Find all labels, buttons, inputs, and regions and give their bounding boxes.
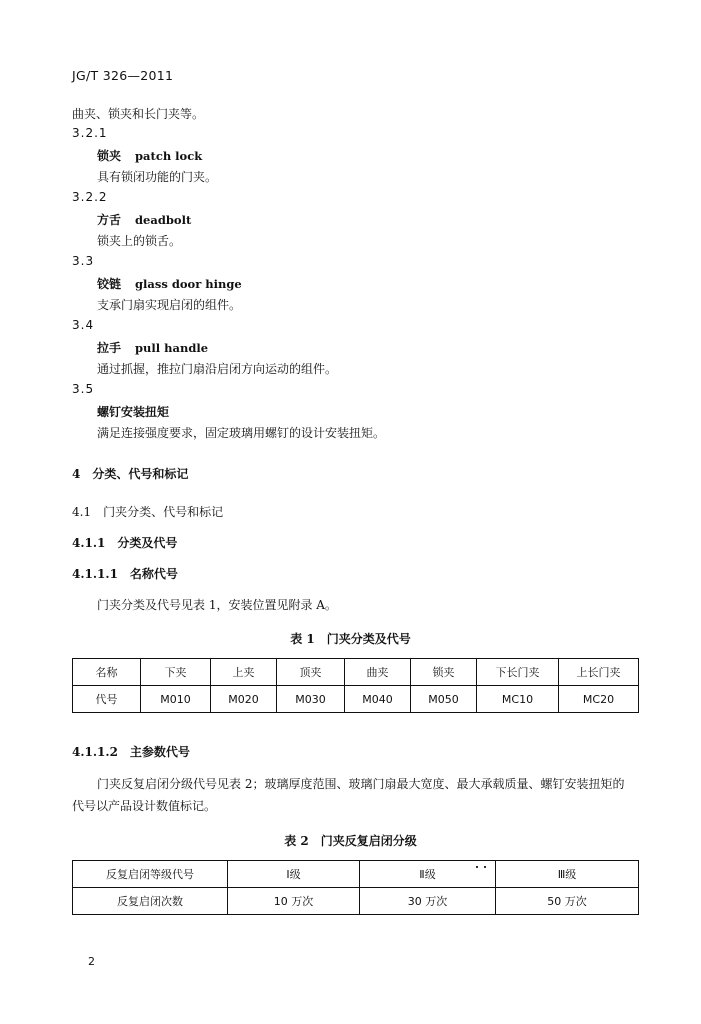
term-definition: 具有锁闭功能的门夹。 [97,170,218,184]
term-definition: 支承门扇实现启闭的组件。 [97,298,242,312]
table-cell: Ⅱ级 [360,861,496,888]
paragraph: 门夹分类及代号见表 1，安装位置见附录 A。 [97,598,337,612]
table-cell: 锁夹 [411,659,477,686]
table-cell: 上夹 [211,659,277,686]
term-en: glass door hinge [135,277,242,291]
paragraph-line: 门夹反复启闭分级代号见表 2；玻璃厚度范围、玻璃门扇最大宽度、最大承载质量、螺钉安装扭矩的 [97,777,625,791]
table-cell: 50 万次 [496,888,639,915]
cycle-grade-table [72,860,639,915]
subsection-heading: 4.1.1.2 主参数代号 [72,745,190,759]
term-zh: 方舌 [97,213,122,227]
table-cell: 反复启闭次数 [73,888,228,915]
page-number: 2 [88,955,95,968]
table-cell: 名称 [73,659,141,686]
continuation-line: 曲夹、锁夹和长门夹等。 [72,107,205,121]
term-en: deadbolt [135,213,192,227]
term-title [97,340,208,356]
table-cell: M030 [277,686,345,713]
table-cell: 顶夹 [277,659,345,686]
table-caption: 表 1 门夹分类及代号 [290,632,411,646]
table-cell: 下夹 [141,659,211,686]
section-heading: 4 分类、代号和标记 [72,467,189,481]
table-caption: 表 2 门夹反复启闭分级 [284,834,417,848]
table-cell: MC20 [559,686,639,713]
term-definition: 通过抓握，推拉门扇沿启闭方向运动的组件。 [97,362,338,376]
table-header-row [73,861,639,888]
term-number: 3.4 [72,318,95,332]
subsection-heading: 4.1.1.1 名称代号 [72,567,178,581]
table-cell: 曲夹 [345,659,411,686]
term-zh: 铰链 [97,277,122,291]
table-cell: MC10 [477,686,559,713]
term-number: 3.3 [72,254,95,268]
term-definition: 锁夹上的锁舌。 [97,234,182,248]
term-en: patch lock [135,149,203,163]
table-cell: 下长门夹 [477,659,559,686]
paragraph-line: 代号以产品设计数值标记。 [72,799,217,813]
term-title [97,148,202,164]
scan-speck [476,866,478,868]
term-definition: 满足连接强度要求，固定玻璃用螺钉的设计安装扭矩。 [97,426,386,440]
term-number: 3.2.2 [72,190,108,204]
term-zh: 螺钉安装扭矩 [97,405,170,419]
table-row [73,686,639,713]
table-cell: M010 [141,686,211,713]
table-cell: Ⅰ级 [228,861,360,888]
table-row [73,888,639,915]
term-zh: 拉手 [97,341,122,355]
term-number: 3.5 [72,382,95,396]
term-title [97,276,242,292]
table-cell: 上长门夹 [559,659,639,686]
subsection-heading: 4.1 门夹分类、代号和标记 [72,505,224,519]
scan-speck [484,866,486,868]
table-header-row [73,659,639,686]
table-cell: M020 [211,686,277,713]
table-cell: 代号 [73,686,141,713]
term-title [97,212,191,228]
term-zh: 锁夹 [97,149,122,163]
table-cell: M050 [411,686,477,713]
table-cell: 10 万次 [228,888,360,915]
standard-code-header: JG/T 326—2011 [72,68,174,83]
subsection-heading: 4.1.1 分类及代号 [72,536,178,550]
table-cell: Ⅲ级 [496,861,639,888]
term-number: 3.2.1 [72,126,108,140]
table-cell: M040 [345,686,411,713]
table-cell: 反复启闭等级代号 [73,861,228,888]
classification-table [72,658,639,713]
term-en: pull handle [135,341,209,355]
table-cell: 30 万次 [360,888,496,915]
